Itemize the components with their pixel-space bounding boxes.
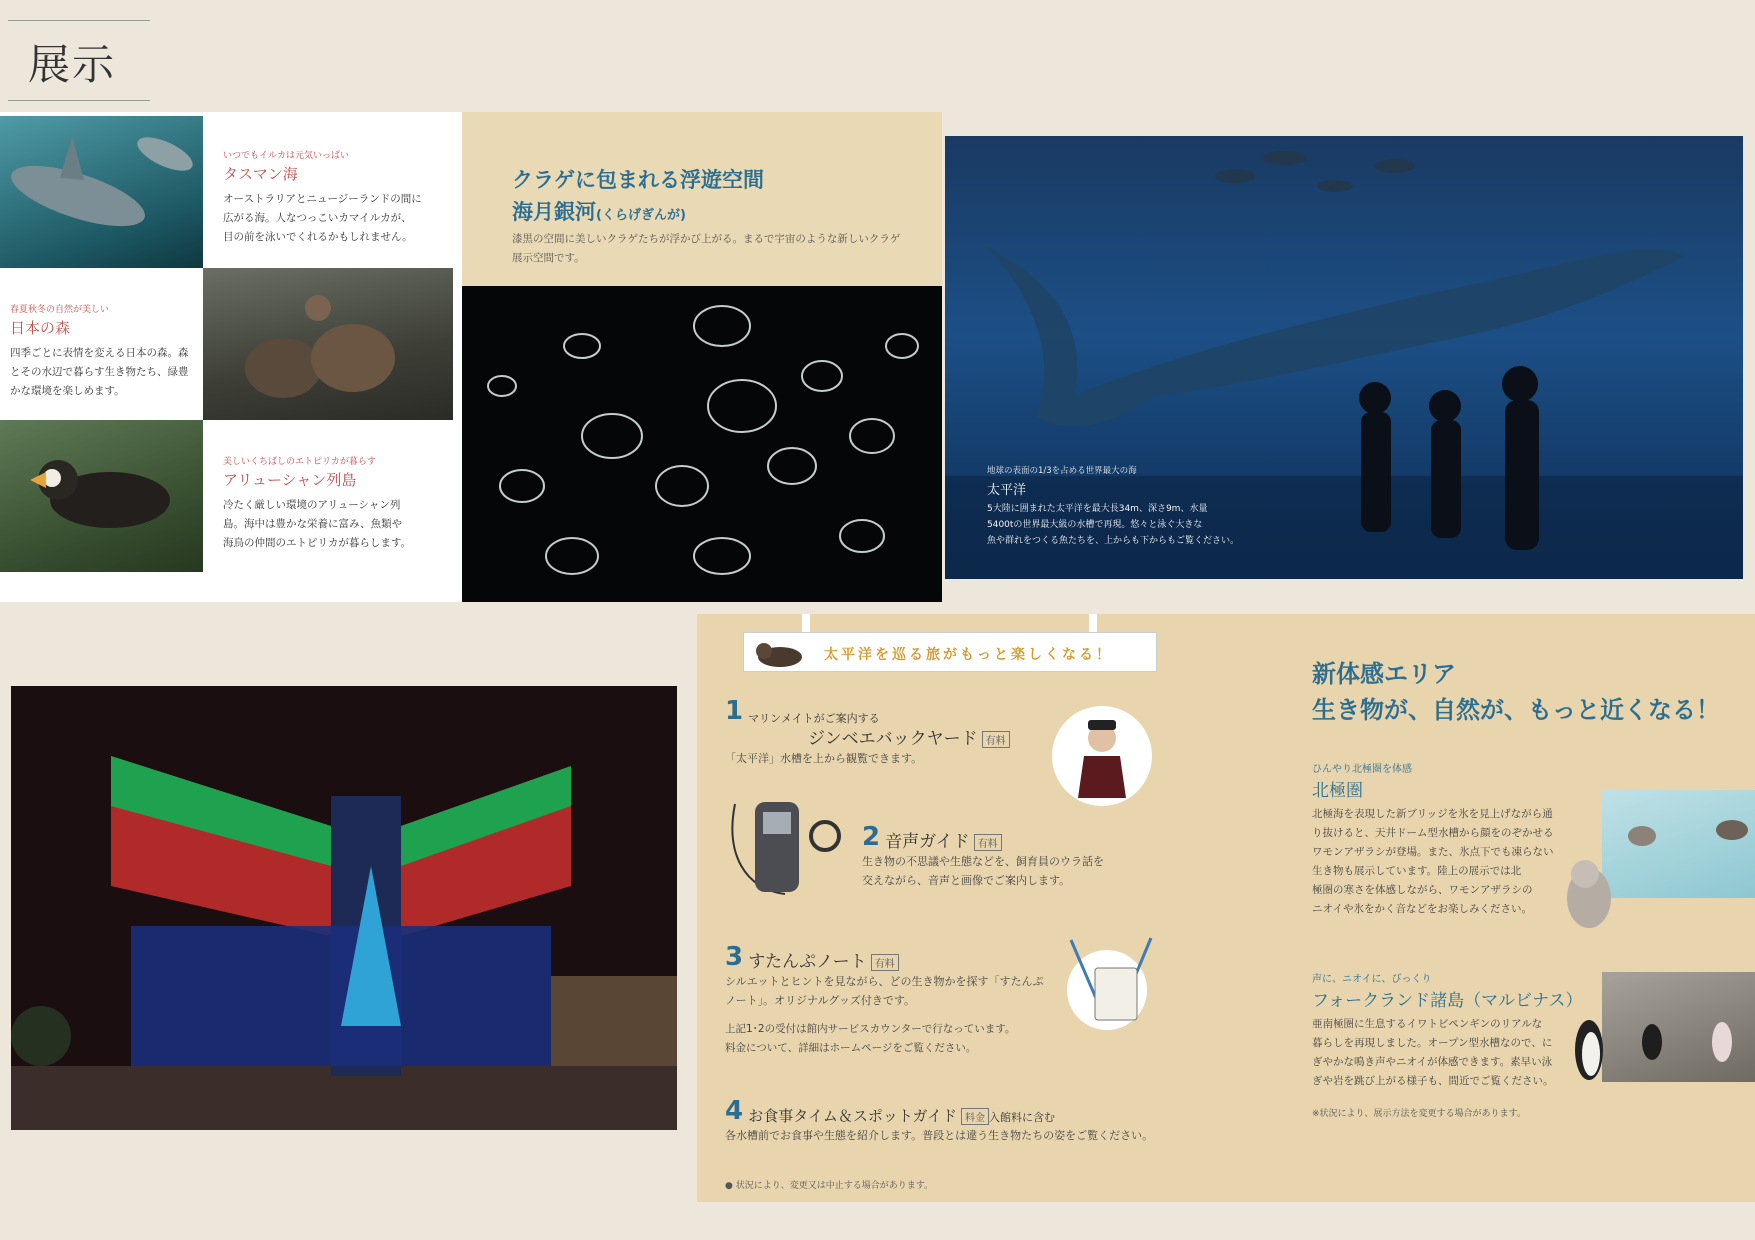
fee-note: 入館料に含む	[989, 1111, 1055, 1124]
item-number: 1	[725, 696, 744, 726]
aleutian-caption	[223, 454, 443, 553]
aleutian-body: 冷たく厳しい環境のアリューシャン列 島。海中は豊かな栄養に富み、魚類や 海鳥の仲間のエトピリカが暮らします。	[223, 499, 412, 549]
pacific-subtitle: 地球の表面の1/3を占める世界最大の海	[987, 466, 1137, 476]
panel-exhibits-left	[0, 112, 462, 602]
jellyfish-name-reading: (くらげぎんが)	[596, 208, 686, 223]
jellyfish-title: クラゲに包まれる浮遊空間	[512, 168, 764, 192]
item-number: 4	[725, 1096, 744, 1126]
panel-pacific	[945, 136, 1743, 579]
item-title: お食事タイム＆スポットガイド	[748, 1107, 957, 1125]
new-area-heading	[1312, 656, 1752, 728]
forest-body: 四季ごとに表情を変える日本の森。森 とその水辺で暮らす生き物たち、緑豊 かな環境を楽しめます。	[10, 347, 189, 397]
pacific-body: 5大陸に囲まれた太平洋を最大長34m、深さ9m、水量 5400tの世界最大級の水槽で再現。悠々と泳ぐ大きな 魚や群れをつくる魚たちを、上からも下からもご覧ください。	[987, 504, 1240, 546]
item-title: 音声ガイド	[885, 832, 970, 852]
tasman-subtitle: いつでもイルカは元気いっぱい	[223, 151, 350, 161]
new-area-subtitle: 生き物が、自然が、もっと近くなる！	[1312, 696, 1720, 724]
aquarium-building-photo	[11, 686, 677, 1130]
arctic-body: 北極海を表現した新ブリッジを氷を見上げながら通 り抜けると、天井ドーム型水槽から顔をのぞかせる ワモンアザラシが登場。また、氷点下でも凍らない 生き物も展示しています。陸上の展示では北 極圏の寒さを体感しながら、ワモンアザラシの ニオイや氷をかく音などをお楽しみください。	[1312, 808, 1554, 915]
page-title: 展示	[28, 40, 117, 89]
fee-tag: 有料	[871, 954, 899, 971]
otter-photo	[203, 268, 453, 420]
falkland-photo	[1602, 972, 1755, 1082]
jellyfish-heading	[512, 164, 764, 232]
arctic-section	[1312, 760, 1572, 919]
guide-item-3	[725, 942, 1065, 1058]
falkland-subtitle: 声に、ニオイに、びっくり	[1312, 974, 1432, 985]
item-body: シルエットとヒントを見ながら、どの生き物かを探す「すたんぷ ノート」。オリジナルグッズ付きです。	[725, 975, 1044, 1007]
jellyfish-body: 漆黒の空間に美しいクラゲたちが浮かび上がる。まるで宇宙のような新しいクラゲ 展示空間です。	[512, 233, 901, 264]
item-number: 3	[725, 942, 744, 972]
fee-tag: 有料	[974, 834, 1002, 851]
item-pretitle: マリンメイトがご案内する	[748, 712, 880, 725]
fee-tag: 有料	[982, 731, 1010, 748]
arctic-subtitle: ひんやり北極圏を体感	[1312, 764, 1412, 775]
otter-mascot-icon	[750, 631, 810, 671]
jellyfish-name: 海月銀河	[512, 200, 596, 224]
guide-item-2	[862, 822, 1182, 890]
reception-note: 上記1･2の受付は館内サービスカウンターで行なっています。 料金について、詳細はホームページをご覧ください。	[725, 1023, 1016, 1054]
guide-footnote: ● 状況により、変更又は中止する場合があります。	[725, 1181, 933, 1191]
jellyfish-photo	[462, 286, 942, 602]
item-body: 生き物の不思議や生態などを、飼育員のウラ話を 交えながら、音声と画像でご案内します。	[862, 855, 1104, 887]
fee-tag: 料金	[961, 1108, 989, 1125]
penguin-illustration	[1569, 1006, 1609, 1086]
guide-item-4	[725, 1096, 1185, 1145]
seal-illustration	[1559, 854, 1619, 934]
item-title: すたんぷノート	[748, 952, 867, 972]
pacific-title: 太平洋	[987, 483, 1027, 498]
audio-guide-photo	[725, 794, 845, 904]
tasman-title: タスマン海	[223, 165, 298, 183]
item-number: 2	[862, 822, 881, 852]
item-body: 各水槽前でお食事や生態を紹介します。普段とは違う生き物たちの姿をご覧ください。	[725, 1129, 1154, 1142]
new-area-title: 新体感エリア	[1312, 660, 1456, 688]
new-area-note: ※状況により、展示方法を変更する場合があります。	[1312, 1109, 1526, 1119]
tasman-caption	[223, 148, 443, 247]
header-rule-top	[8, 20, 150, 21]
tasman-body: オーストラリアとニュージーランドの間に 広がる海。人なつっこいカマイルカが、 目の前を泳いでくれるかもしれません。	[223, 193, 422, 243]
stamp-note-photo	[1067, 950, 1147, 1030]
banner-text: 太平洋を巡る旅がもっと楽しくなる！	[824, 647, 1113, 663]
falkland-body: 亜南極圏に生息するイワトビペンギンのリアルな 暮らしを再現しました。オープン型水槽なので、に ぎやかな鳴き声やニオイが体感できます。素早い泳 ぎや岩を跳び上がる様子も、間近でご覧ください。	[1312, 1018, 1554, 1087]
forest-subtitle: 春夏秋冬の自然が美しい	[10, 305, 110, 315]
panel-jellyfish	[462, 112, 942, 602]
guide-item-1	[725, 696, 1045, 768]
aleutian-title: アリューシャン列島	[223, 471, 357, 489]
aleutian-subtitle: 美しいくちばしのエトピリカが暮らす	[223, 457, 376, 467]
puffin-photo	[0, 420, 203, 572]
guide-banner	[743, 632, 1157, 672]
arctic-title: 北極圏	[1312, 781, 1363, 801]
falkland-section	[1312, 970, 1592, 1091]
forest-caption	[10, 302, 200, 401]
arctic-photo	[1602, 790, 1755, 898]
item-title: ジンベエバックヤード	[808, 729, 978, 749]
pacific-caption	[987, 464, 1239, 549]
dolphin-photo	[0, 116, 203, 268]
panel-guide	[697, 614, 1755, 1202]
falkland-title: フォークランド諸島（マルビナス）	[1312, 991, 1583, 1011]
item-body: 「太平洋」水槽を上から観覧できます。	[725, 752, 923, 765]
staff-photo	[1052, 706, 1152, 806]
forest-title: 日本の森	[10, 319, 71, 337]
header-rule-bottom	[8, 100, 150, 101]
